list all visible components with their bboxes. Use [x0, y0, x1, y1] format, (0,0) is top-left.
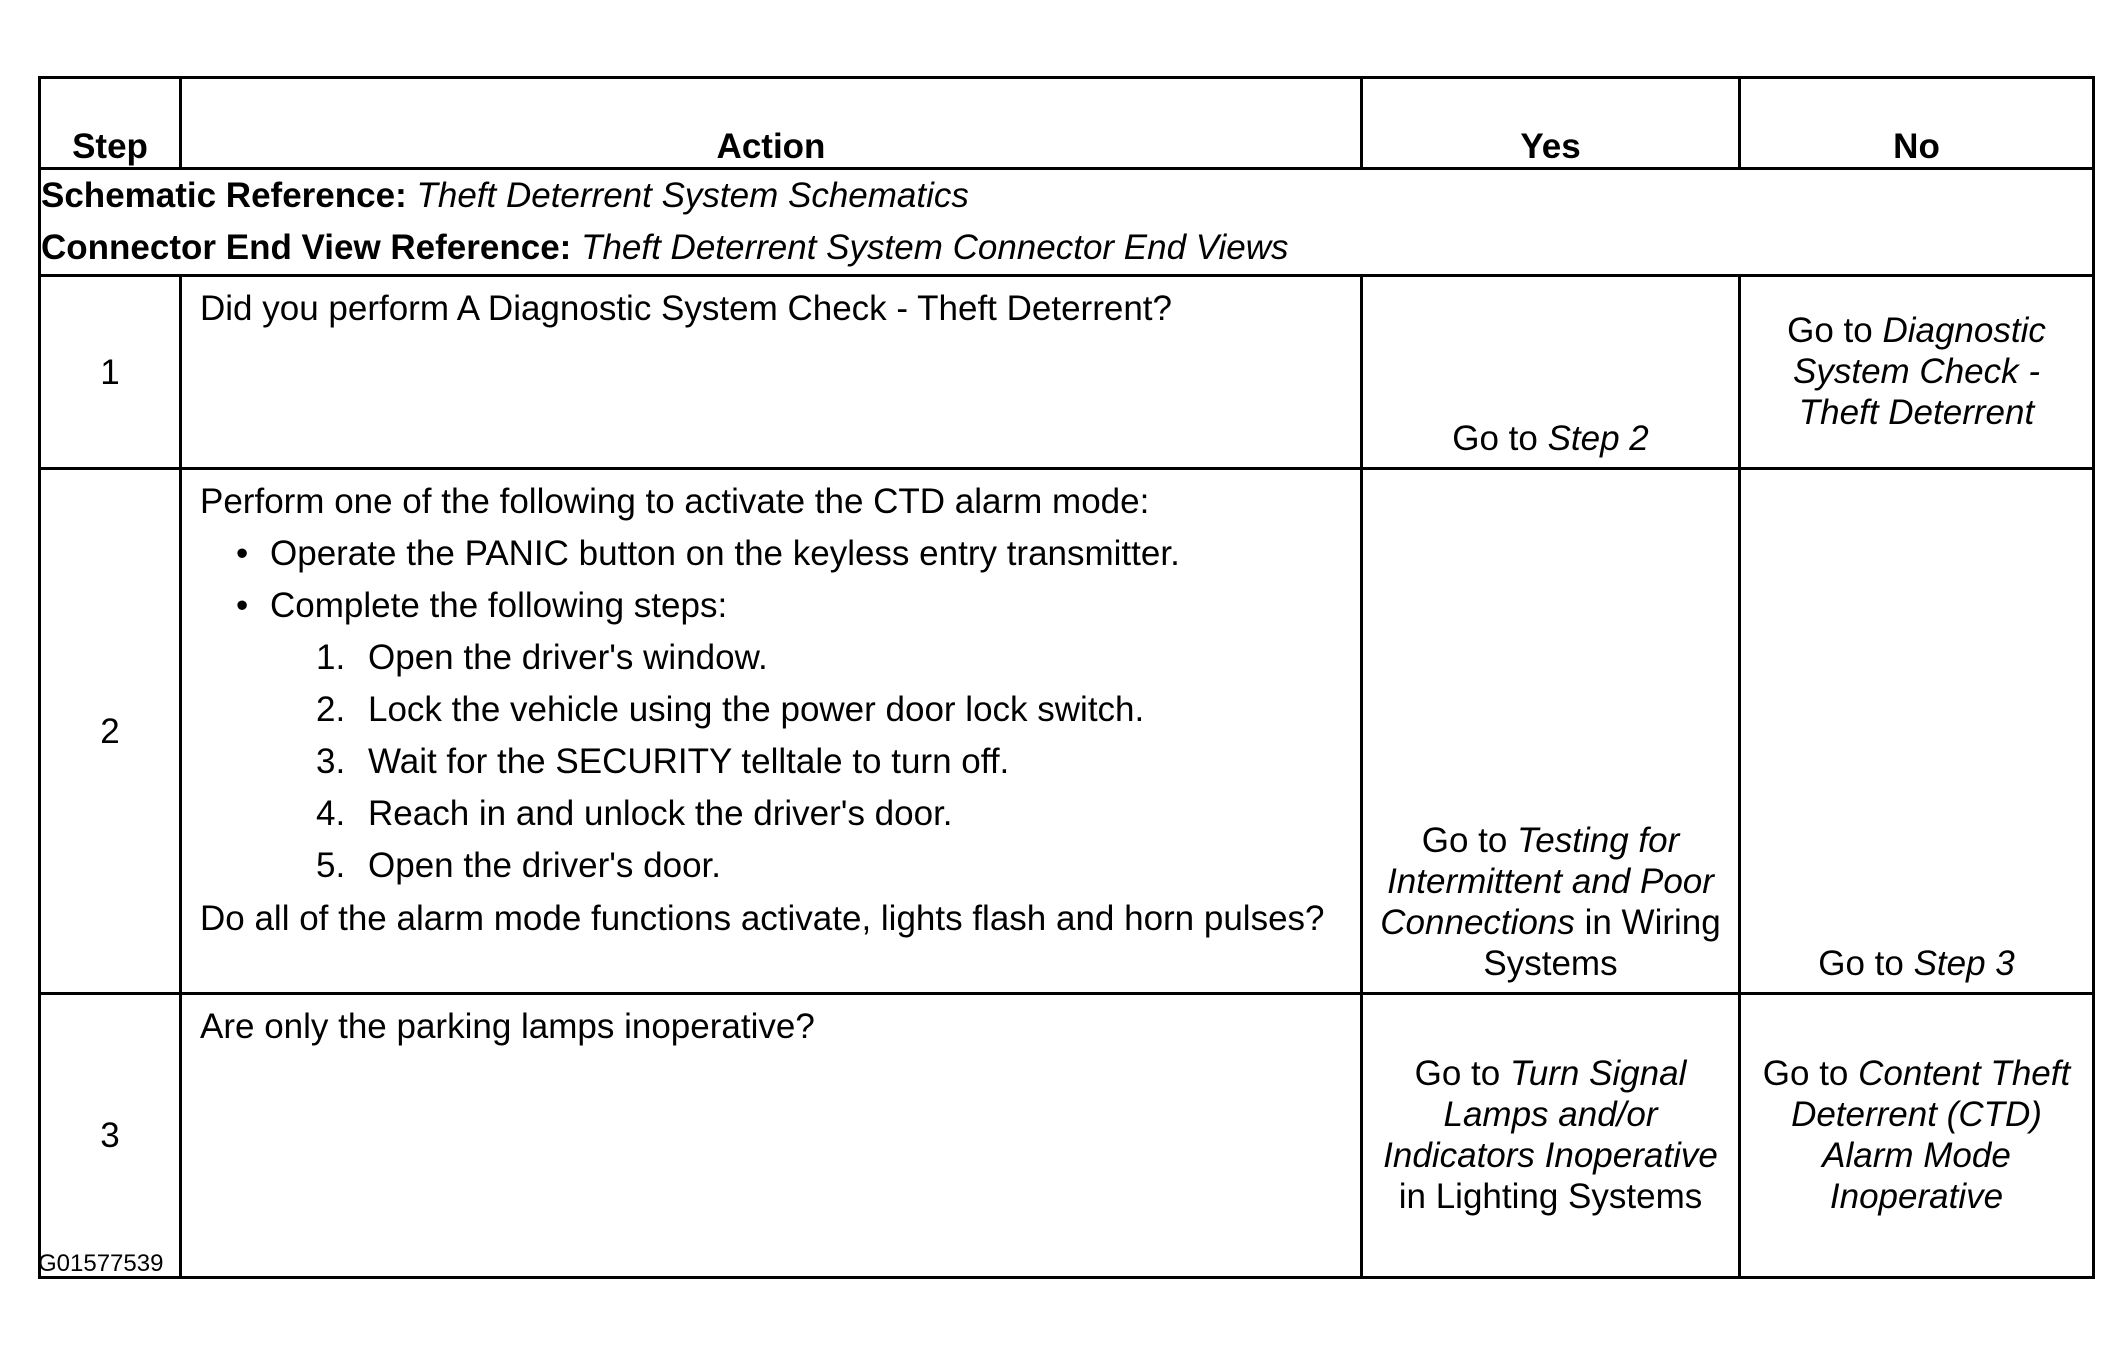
yes-suffix: in Wiring Systems	[1483, 903, 1721, 983]
substep-number: 2.	[316, 690, 346, 729]
substep-number: 3.	[316, 742, 346, 781]
yes-link[interactable]: Turn Signal Lamps and/or Indicators Inoperative	[1383, 1053, 1718, 1175]
substep-number: 5.	[316, 846, 346, 885]
connector-reference	[41, 222, 2092, 274]
action-text: Are only the parking lamps inoperative?	[200, 1007, 815, 1046]
step-number: 3	[40, 994, 181, 1278]
no-cell	[1740, 994, 2094, 1278]
table-row-step-1	[40, 276, 2094, 469]
yes-prefix: Go to	[1452, 419, 1538, 458]
substep-number: 4.	[316, 794, 346, 833]
substep-text: Open the driver's window.	[368, 638, 768, 677]
bullet-text: Complete the following steps:	[270, 586, 728, 625]
table-row-step-3	[40, 994, 2094, 1278]
numbered-substep	[200, 788, 1340, 840]
bullet-item	[200, 580, 1340, 632]
bullet-item	[200, 528, 1340, 580]
yes-link[interactable]: Step 2	[1547, 419, 1649, 458]
schematic-reference	[41, 170, 2092, 222]
connector-reference-label: Connector End View Reference:	[41, 228, 572, 267]
yes-cell	[1362, 276, 1740, 469]
table-row-step-2	[40, 469, 2094, 994]
yes-prefix: Go to	[1421, 821, 1508, 860]
bullet-icon: •	[236, 534, 249, 573]
no-prefix: Go to	[1762, 1053, 1849, 1093]
yes-cell	[1362, 994, 1740, 1278]
diagnostic-table	[38, 76, 2095, 1279]
no-prefix: Go to	[1818, 944, 1904, 983]
substep-text: Wait for the SECURITY telltale to turn off.	[368, 742, 1010, 781]
header-no: No	[1740, 78, 2094, 169]
connector-reference-link[interactable]: Theft Deterrent System Connector End Views	[581, 228, 1289, 267]
substep-number: 1.	[316, 638, 346, 677]
bullet-icon: •	[236, 586, 249, 625]
no-cell	[1740, 469, 2094, 994]
no-link[interactable]: Content Theft Deterrent (CTD) Alarm Mode Inoperative	[1791, 1053, 2071, 1216]
header-yes: Yes	[1362, 78, 1740, 169]
yes-link[interactable]: Testing for Intermittent and Poor Connections	[1380, 821, 1714, 942]
substep-text: Open the driver's door.	[368, 846, 721, 885]
action-cell	[181, 276, 1362, 469]
numbered-substep	[200, 736, 1340, 788]
header-step: Step	[40, 78, 181, 169]
no-prefix: Go to	[1787, 310, 1873, 350]
numbered-substep	[200, 684, 1340, 736]
no-cell	[1740, 276, 2094, 469]
substep-text: Reach in and unlock the driver's door.	[368, 794, 953, 833]
substep-text: Lock the vehicle using the power door lock switch.	[368, 690, 1145, 729]
schematic-reference-link[interactable]: Theft Deterrent System Schematics	[416, 176, 969, 215]
numbered-substep	[200, 840, 1340, 892]
reference-cell	[40, 169, 2094, 276]
action-intro: Perform one of the following to activate the CTD alarm mode:	[200, 482, 1150, 521]
no-link[interactable]: Diagnostic System Check - Theft Deterrent	[1793, 310, 2046, 432]
yes-cell	[1362, 469, 1740, 994]
step-number: 2	[40, 469, 181, 994]
yes-prefix: Go to	[1414, 1053, 1501, 1093]
action-text: Did you perform A Diagnostic System Check - Theft Deterrent?	[200, 289, 1172, 328]
numbered-substep	[200, 632, 1340, 684]
bullet-text: Operate the PANIC button on the keyless entry transmitter.	[270, 534, 1180, 573]
no-link[interactable]: Step 3	[1913, 944, 2015, 983]
header-action: Action	[181, 78, 1362, 169]
reference-row	[40, 169, 2094, 276]
figure-id: G01577539	[38, 1250, 164, 1277]
action-cell	[181, 469, 1362, 994]
step-number: 1	[40, 276, 181, 469]
schematic-reference-label: Schematic Reference:	[41, 176, 407, 215]
header-row	[40, 78, 2094, 169]
action-cell	[181, 994, 1362, 1278]
action-question: Do all of the alarm mode functions activate, lights flash and horn pulses?	[200, 899, 1325, 938]
yes-suffix: in Lighting Systems	[1398, 1176, 1703, 1216]
